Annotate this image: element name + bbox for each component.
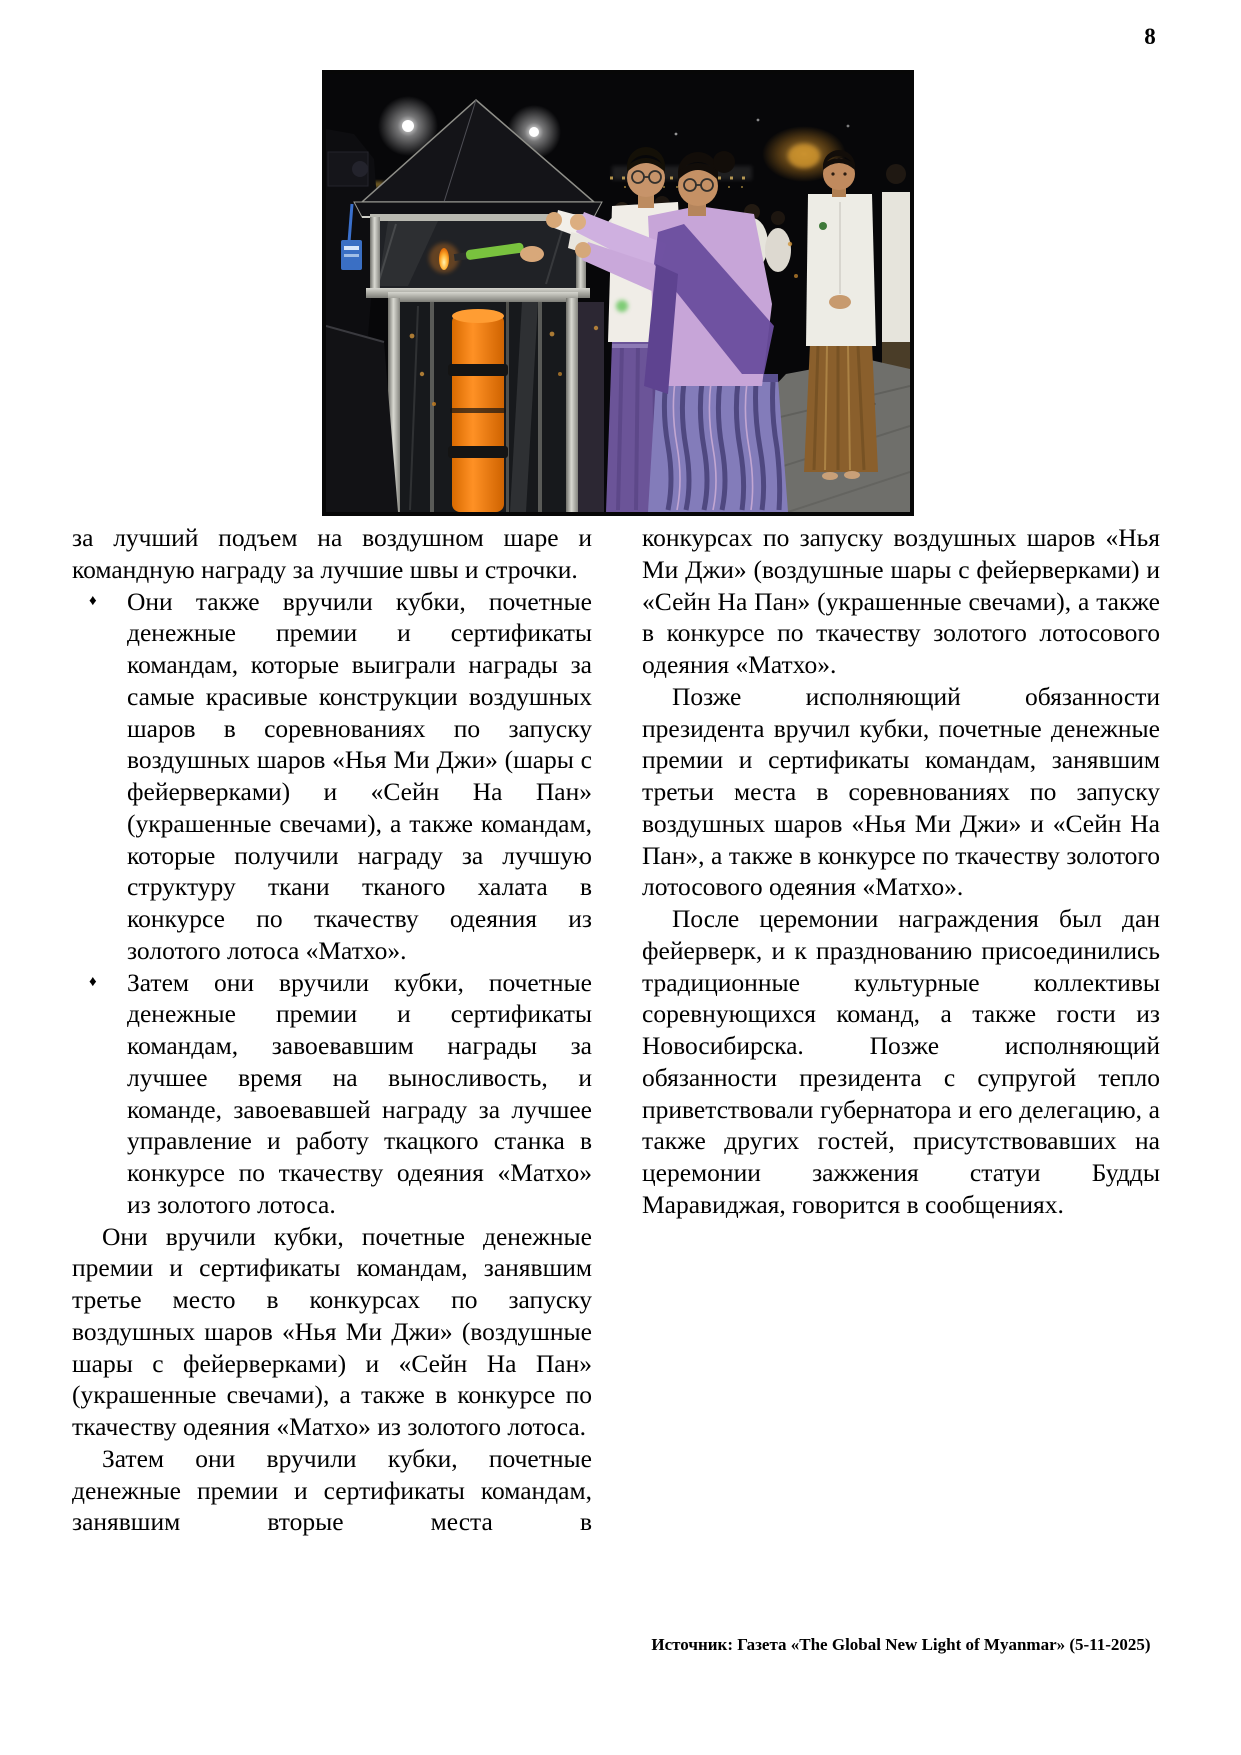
bullet-item bbox=[72, 967, 592, 1221]
paragraph: После церемонии награждения был дан фейерверк, и к празднованию присоединились традиционные культурные коллективы соревнующихся команд, а также гости из Новосибирска. Позже исполняющий обязанности президента с супругой тепло приветствовали губернатора и его делегацию, а также других гостей, присутствовавших на церемонии зажжения статуи Будды Маравиджая, говорится в сообщениях. bbox=[642, 904, 1160, 1219]
hand-on-lighter bbox=[520, 246, 544, 262]
continuation-paragraph: за лучший подъем на воздушном шаре и командную награду за лучшие швы и строчки. bbox=[72, 523, 592, 584]
ceremony-photo-scene bbox=[326, 74, 910, 512]
right-column bbox=[642, 522, 1160, 1221]
checked-longyi-figure bbox=[578, 302, 604, 512]
hair-bun bbox=[713, 151, 735, 173]
official-figure bbox=[804, 150, 878, 480]
bullet-list bbox=[72, 586, 592, 1221]
page-number: 8 bbox=[1144, 24, 1156, 49]
orange-candle bbox=[448, 309, 508, 512]
green-badge bbox=[819, 222, 827, 230]
diamond-bullet-icon: ♦ bbox=[89, 592, 97, 609]
left-column bbox=[72, 522, 592, 1538]
source-citation: Источник: Газета «The Global New Light of Myanmar» (5-11-2025) bbox=[651, 1635, 1151, 1654]
ceremony-photo bbox=[322, 70, 914, 516]
paragraph: Позже исполняющий обязанности президента вручил кубки, почетные денежные премии и сертификаты командам, занявшим третьи места в соревнованиях по запуску воздушных шаров «Нья Ми Джи» и «Сейн На Пан», а также в конкурсе по ткачеству золотого лотосового одеяния «Матхо». bbox=[642, 681, 1160, 902]
paragraph: Они вручили кубки, почетные денежные премии и сертификаты командам, занявшим третье место в конкурсах по запуску воздушных шаров «Нья Ми Джи» (воздушные шары с фейерверками) и «Сейн На Пан» (украшенные свечами), а также в конкурсе по ткачеству одеяния «Матхо» из золотого лотоса. bbox=[72, 1221, 592, 1441]
candle-flame bbox=[439, 248, 449, 270]
bullet-item bbox=[72, 586, 592, 967]
green-glow bbox=[616, 300, 628, 312]
bullet-item-text: Они также вручили кубки, почетные денежные премии и сертификаты командам, которые выиграли награды за самые красивые конструкции воздушных шаров в соревнованиях по запуску воздушных шаров «Нья Ми Джи» (шары с фейерверками) и «Сейн На Пан» (украшенные свечами), а также командам, которые получили награду за лучшую структуру ткани тканого халата в конкурсе по ткачеству одеяния из золотого лотоса «Матхо». bbox=[127, 586, 592, 965]
diamond-bullet-icon: ♦ bbox=[89, 973, 97, 990]
paragraph: Затем они вручили кубки, почетные денежные премии и сертификаты командам, занявшим вторые места в bbox=[72, 1443, 592, 1537]
bullet-item-text: Затем они вручили кубки, почетные денежные премии и сертификаты командам, завоевавшим награды за лучшее время на выносливость, и команде, завоевавшей награду за лучшее управление и работу ткацкого станка в конкурсе по ткачеству одеяния «Матхо» из золотого лотоса. bbox=[127, 967, 592, 1219]
continuation-paragraph: конкурсах по запуску воздушных шаров «Нья Ми Джи» (воздушные шары с фейерверками) и «Сейн На Пан» (украшенные свечами), а также в конкурсе по ткачеству золотого лотосового одеяния «Матхо». bbox=[642, 523, 1160, 679]
